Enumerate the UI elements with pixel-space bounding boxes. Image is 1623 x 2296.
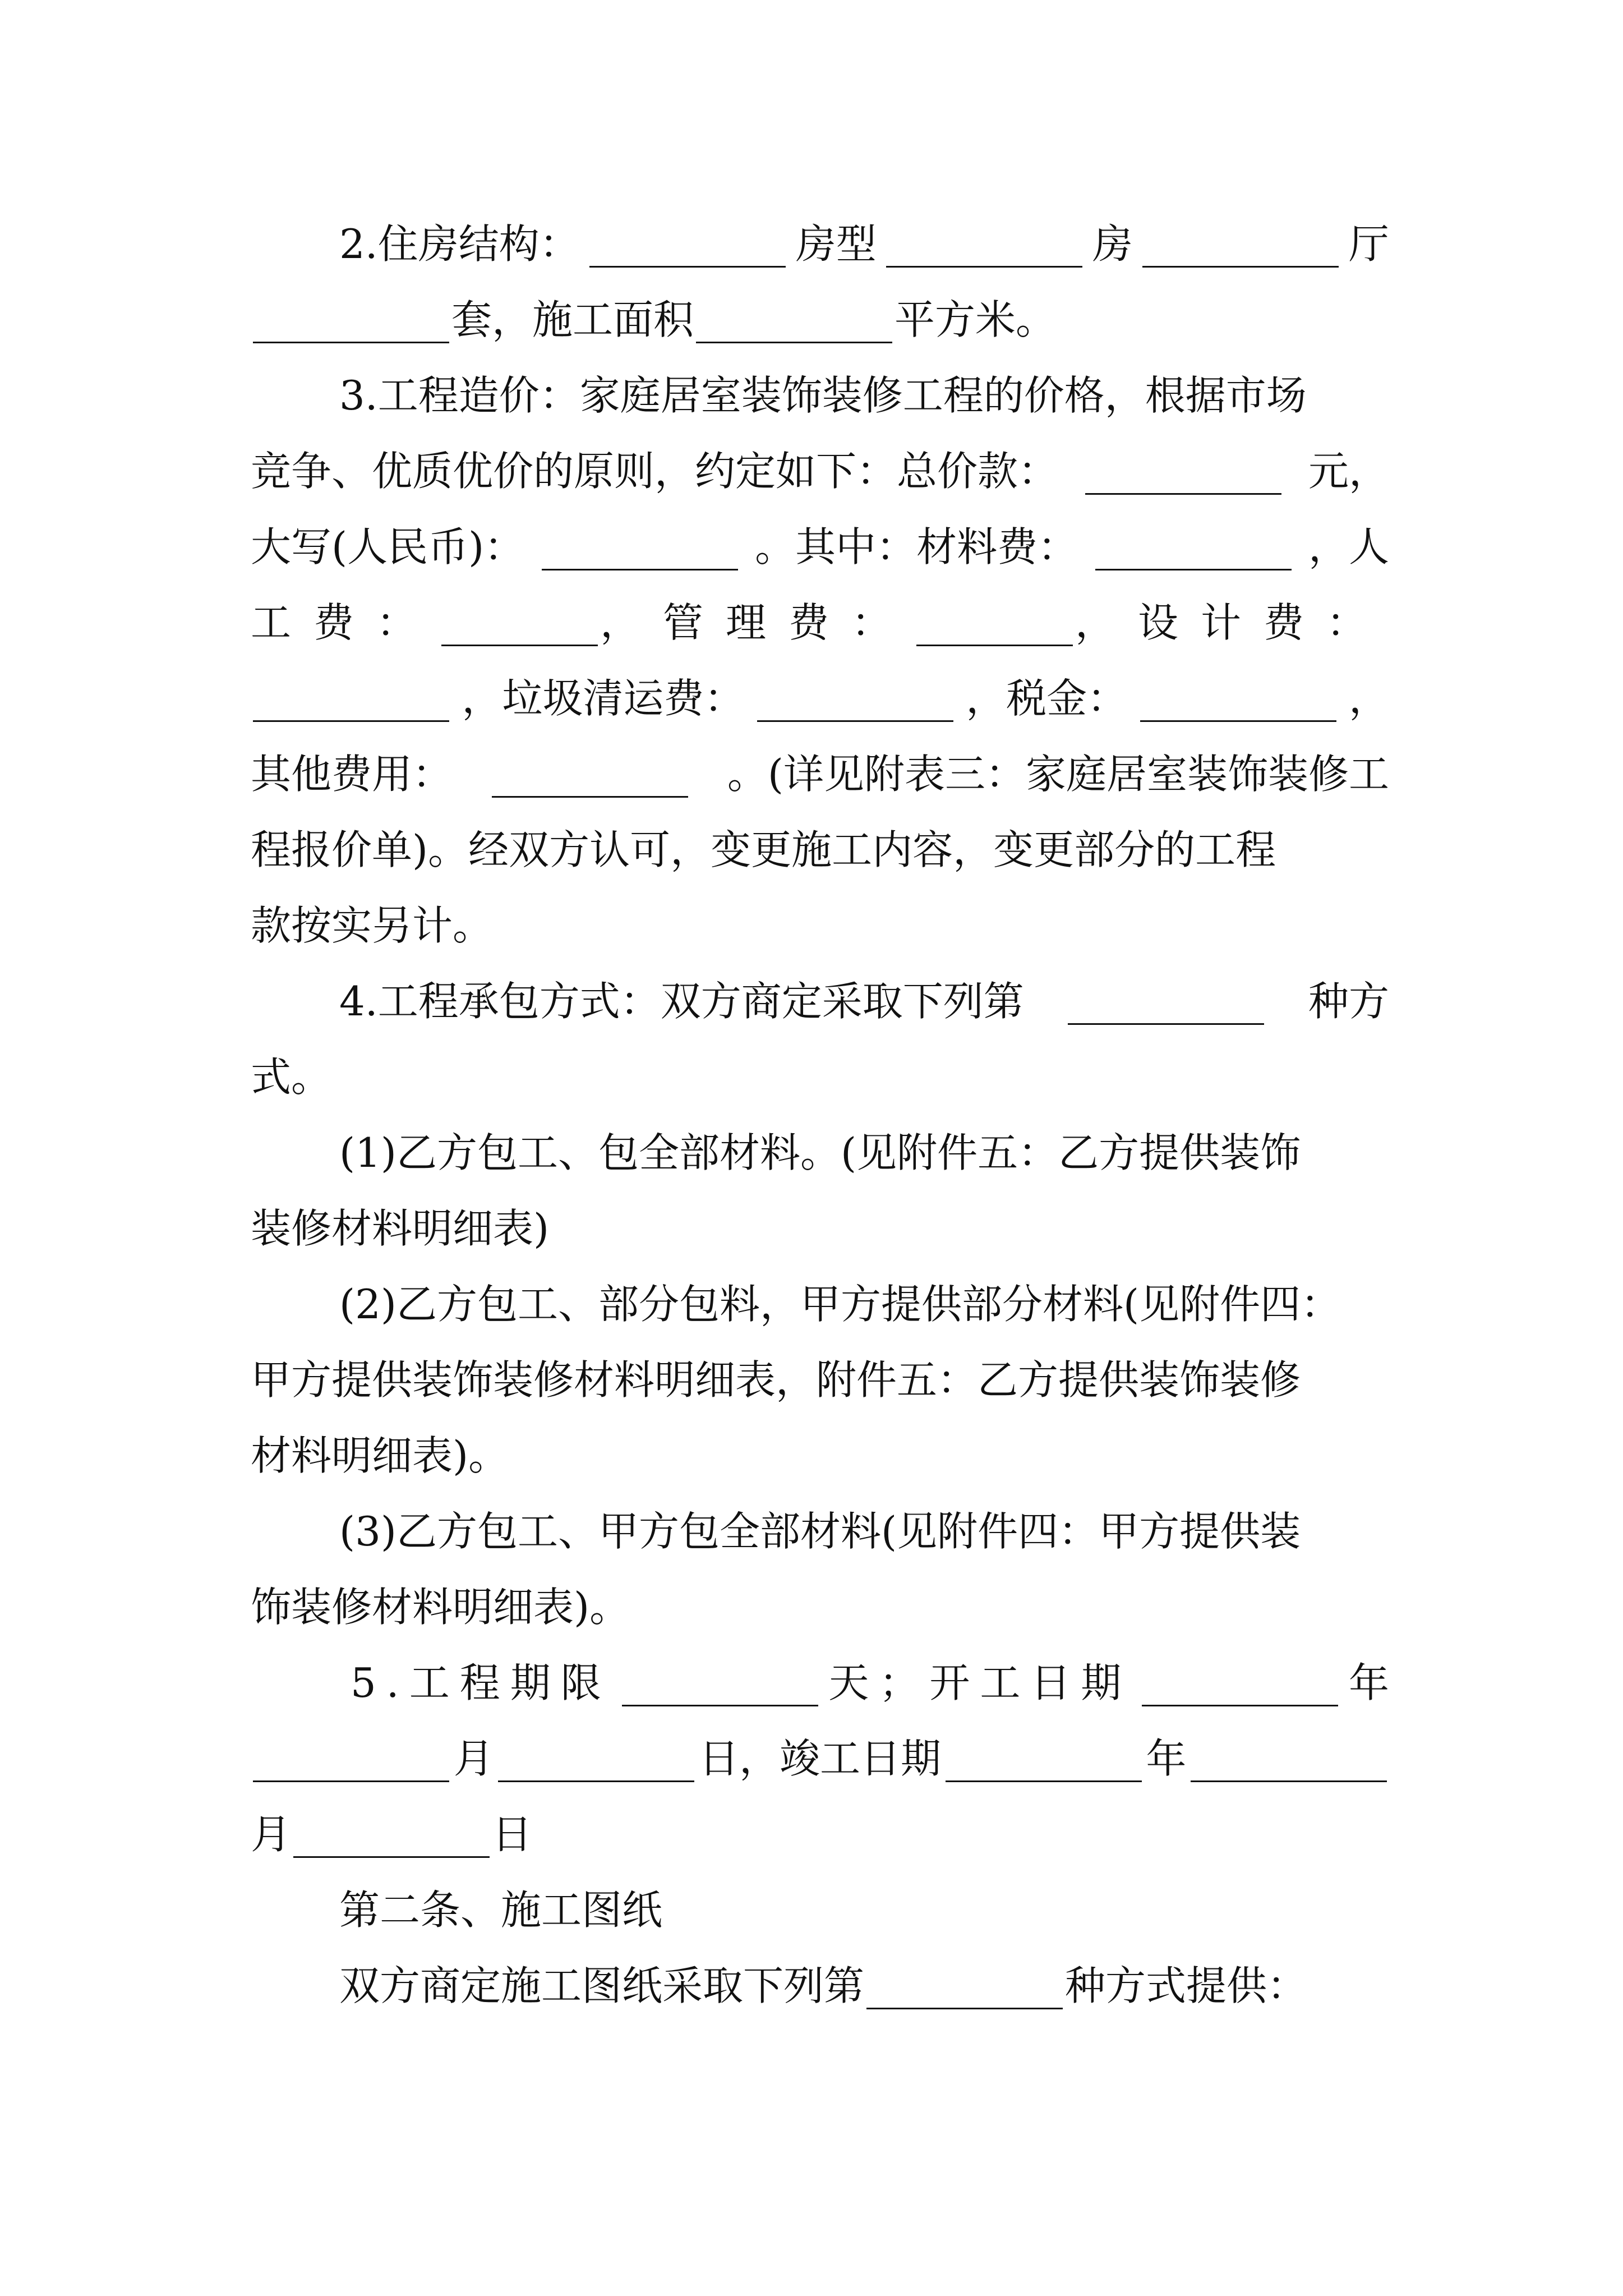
line-option-1-cont [251,1200,1389,1257]
blank-field[interactable] [622,1664,818,1706]
line-contract-method [339,973,1389,1029]
text-segment: 甲方提供装饰装修材料明细表，附件五：乙方提供装饰装修 [251,1356,1301,1404]
line-option-1 [339,1125,1389,1181]
blank-field[interactable] [886,226,1082,268]
text-segment: 套，施工面积 [451,296,694,343]
line-project-cost-heading [339,367,1389,424]
text-segment: 饰装修材料明细表)。 [251,1584,630,1631]
blank-field[interactable] [866,1967,1063,2009]
line-option-2 [339,1276,1389,1332]
line-other-fees [251,746,1389,802]
line-construction-area [251,292,1389,348]
text-segment: ，人 [1308,523,1389,570]
text-segment: 种方 [1308,978,1389,1025]
line-total-price [251,443,1389,499]
text-segment: ，税金： [966,675,1128,722]
blank-field[interactable] [253,301,449,343]
text-segment: 3.工程造价：家庭居室装饰装修工程的价格，根据市场 [339,372,1307,419]
line-completion-date [251,1731,1389,1787]
blank-field[interactable] [542,528,738,570]
line-garbage-tax [251,670,1389,726]
text-segment: 月 [251,1811,292,1858]
text-segment: 日，竣工日期 [698,1735,941,1782]
text-segment: ，设计费： [1075,599,1389,646]
text-segment: ， [1348,675,1389,722]
text-segment: 式。 [251,1053,332,1101]
blank-field[interactable] [1140,680,1336,722]
text-segment: 种方式提供： [1065,1962,1308,2009]
text-segment: 装修材料明细表) [251,1205,550,1252]
blank-field[interactable] [916,604,1073,646]
line-actual-calculation [251,898,1389,954]
text-segment: 日 [492,1811,533,1858]
blank-field[interactable] [498,1740,694,1782]
text-segment: ，垃圾清运费： [462,675,745,722]
line-option-3-cont [251,1579,1389,1635]
text-segment: 月 [453,1735,494,1782]
text-segment: (2)乙方包工、部分包料，甲方提供部分材料(见附件四： [339,1281,1341,1328]
text-segment: 材料明细表)。 [251,1432,509,1479]
text-segment: 年 [1348,1659,1389,1706]
text-segment: 程报价单)。经双方认可，变更施工内容，变更部分的工程 [251,826,1276,873]
text-segment: 大写(人民币)： [251,523,525,570]
line-housing-structure [339,216,1389,272]
blank-field[interactable] [253,680,449,722]
text-segment: 平方米。 [895,296,1057,343]
text-segment: 2.住房结构： [339,220,580,268]
text-segment: 款按实另计。 [251,902,494,949]
text-segment: 其他费用： [251,751,453,798]
text-segment: (1)乙方包工、包全部材料。(见附件五：乙方提供装饰 [339,1129,1301,1176]
blank-field[interactable] [1142,1664,1338,1706]
blank-field[interactable] [441,604,598,646]
blank-field[interactable] [946,1740,1142,1782]
line-quotation [251,822,1389,878]
line-method-end [251,1049,1389,1105]
text-segment: ，管理费： [600,599,914,646]
text-segment: 双方商定施工图纸采取下列第 [339,1962,865,2009]
blank-field[interactable] [253,1740,449,1782]
blank-field[interactable] [1085,453,1281,495]
text-segment: 5.工程期限 [351,1659,611,1706]
blank-field[interactable] [1142,226,1339,268]
text-segment: 厅 [1348,220,1389,268]
blank-field[interactable] [1191,1740,1387,1782]
text-segment: 。其中：材料费： [755,523,1078,570]
line-project-duration [351,1655,1389,1711]
blank-field[interactable] [1068,983,1264,1025]
text-segment: 年 [1146,1735,1187,1782]
text-segment: 竞争、优质优价的原则，约定如下：总价款： [251,448,1059,495]
text-segment: 第二条、施工图纸 [339,1887,663,1934]
line-option-3 [339,1503,1389,1559]
line-drawing-method [339,1958,1389,2014]
line-completion-day [251,1806,1389,1862]
blank-field[interactable] [492,756,688,798]
text-segment: 房 [1092,220,1133,268]
blank-field[interactable] [293,1816,490,1858]
text-segment: 工费： [251,599,440,646]
line-uppercase-amount [251,519,1389,575]
section-heading-drawings [339,1882,1389,1938]
text-segment: 。(详见附表三：家庭居室装饰装修工 [727,751,1389,798]
line-fees [251,595,1389,651]
text-segment: 天；开工日期 [828,1659,1132,1706]
text-segment: 元， [1308,448,1389,495]
blank-field[interactable] [589,226,786,268]
blank-field[interactable] [757,680,953,722]
line-option-2-cont [251,1352,1389,1408]
line-option-2-end [251,1428,1389,1484]
blank-field[interactable] [696,301,892,343]
text-segment: 4.工程承包方式：双方商定采取下列第 [339,978,1024,1025]
text-segment: (3)乙方包工、甲方包全部材料(见附件四：甲方提供装 [339,1508,1301,1555]
blank-field[interactable] [1095,528,1292,570]
text-segment: 房型 [795,220,877,268]
